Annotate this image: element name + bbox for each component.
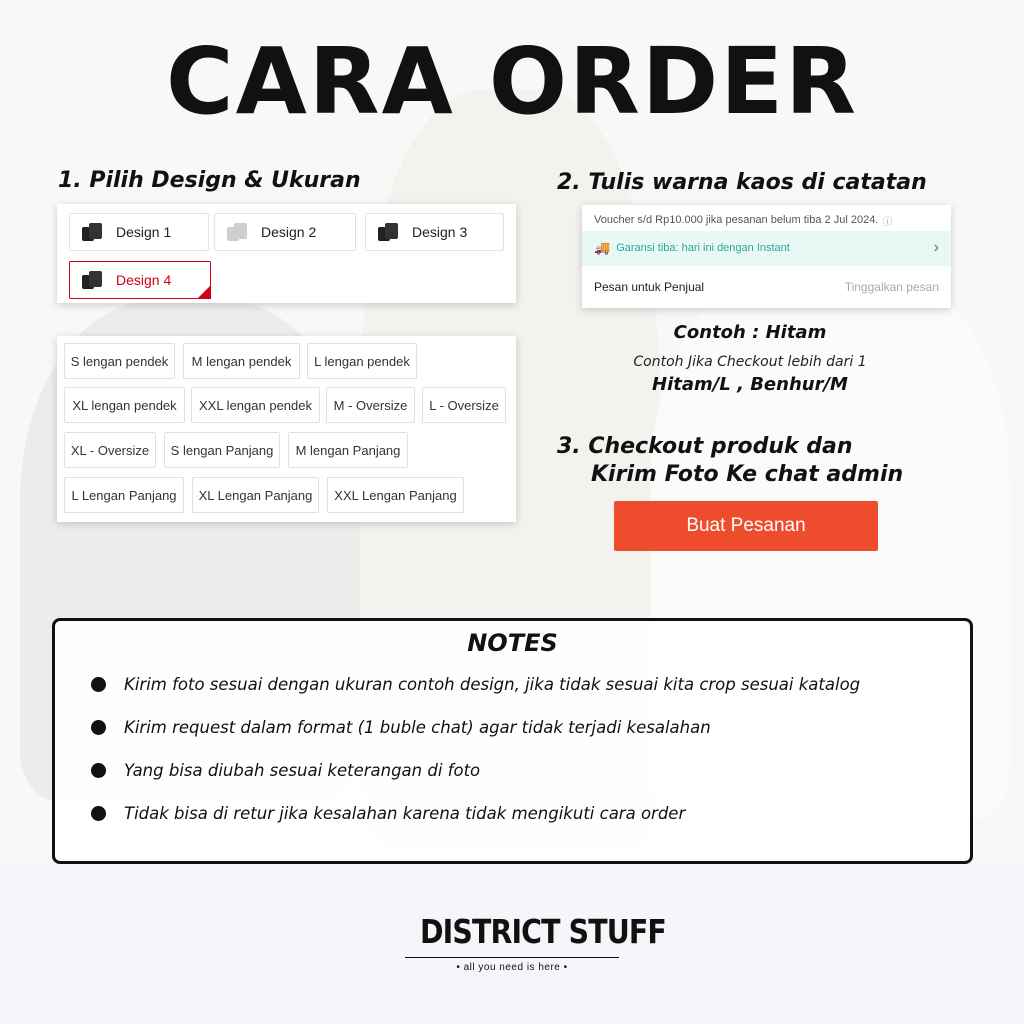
order-note-panel [582,205,951,308]
bullet-icon [91,806,106,821]
notes-title: NOTES [467,629,558,657]
example-multi-value: Hitam/L , Benhur/M [652,374,848,395]
step1-heading: 1. Pilih Design & Ukuran [58,168,361,193]
design-label: Design 4 [116,272,172,288]
guarantee-row[interactable] [582,231,951,265]
brand-name: DISTRICT STUFF [419,912,666,951]
bullet-icon [91,763,106,778]
example-color: Contoh : Hitam [673,322,827,343]
guarantee-text: Garansi tiba: hari ini dengan Instant [616,242,790,254]
size-option[interactable]: XL lengan pendek [64,387,185,423]
example-multi-label: Contoh Jika Checkout lebih dari 1 [633,354,867,370]
note-item: Yang bisa diubah sesuai keterangan di foto [91,761,480,780]
size-option[interactable]: XL - Oversize [64,432,156,468]
tshirt-icon [376,221,400,243]
design-option-1[interactable] [69,213,209,251]
seller-note-input[interactable]: Tinggalkan pesan [844,279,939,294]
size-option[interactable]: M lengan pendek [183,343,300,379]
tshirt-icon [80,269,104,291]
note-item: Tidak bisa di retur jika kesalahan karena tidak mengikuti cara order [91,804,685,823]
truck-icon: 🚚 [594,240,611,255]
size-option[interactable]: XL Lengan Panjang [192,477,319,513]
size-selector [57,336,516,522]
seller-note-row[interactable] [582,265,951,307]
design-option-2[interactable] [214,213,356,251]
voucher-row [582,209,951,231]
page-title: CARA ORDER [166,28,858,135]
step3-heading-line1: 3. Checkout produk dan [557,434,853,459]
step3-heading-line2: Kirim Foto Ke chat admin [591,462,904,487]
tshirt-icon [80,221,104,243]
size-option[interactable]: L - Oversize [422,387,506,423]
bullet-icon [91,677,106,692]
size-option[interactable]: XXL Lengan Panjang [327,477,464,513]
notes-box [52,618,973,864]
divider [405,957,619,958]
tshirt-icon [225,221,249,243]
size-option[interactable]: L Lengan Panjang [64,477,184,513]
brand-tagline: • all you need is here • [456,962,568,973]
design-option-3[interactable] [365,213,504,251]
design-selector [57,204,516,303]
place-order-button[interactable]: Buat Pesanan [614,501,878,551]
bullet-icon [91,720,106,735]
info-icon: ⓘ [882,216,893,228]
size-option[interactable]: S lengan Panjang [164,432,280,468]
design-label: Design 1 [116,224,172,240]
note-item: Kirim foto sesuai dengan ukuran contoh design, jika tidak sesuai kita crop sesuai katalog [91,675,860,694]
note-item: Kirim request dalam format (1 buble chat) agar tidak terjadi kesalahan [91,718,711,737]
seller-note-label: Pesan untuk Penjual [594,279,705,294]
design-label: Design 3 [412,224,468,240]
size-option[interactable]: XXL lengan pendek [191,387,320,423]
size-option[interactable]: M - Oversize [326,387,415,423]
step2-heading: 2. Tulis warna kaos di catatan [557,170,927,195]
design-label: Design 2 [261,224,317,240]
brand-logo [405,912,666,973]
design-option-4[interactable] [69,261,211,299]
voucher-text: Voucher s/d Rp10.000 jika pesanan belum tiba 2 Jul 2024. [594,214,879,226]
size-option[interactable]: M lengan Panjang [288,432,408,468]
chevron-right-icon: › [933,239,939,256]
size-option[interactable]: S lengan pendek [64,343,175,379]
size-option[interactable]: L lengan pendek [307,343,417,379]
